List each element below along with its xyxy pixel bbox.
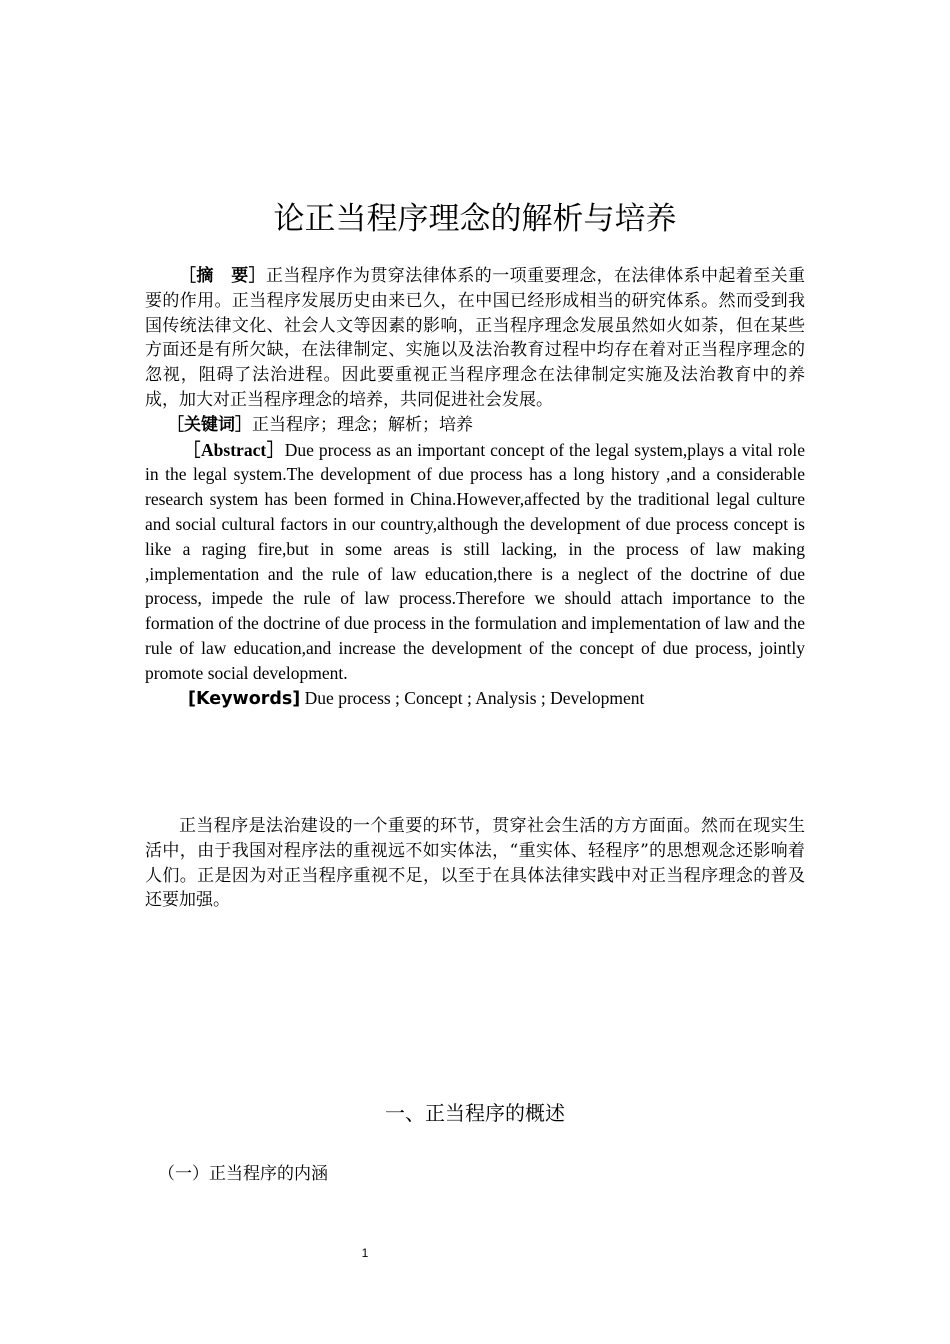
- abstract-cn-block: [145, 264, 805, 711]
- section-heading: 一、正当程序的概述: [385, 1101, 565, 1125]
- intro-paragraph: 正当程序是法治建设的一个重要的环节，贯穿社会生活的方方面面。然而在现实生活中，由于我国对程序法的重视远不如实体法，“重实体、轻程序”的思想观念还影响着人们。正是因为对正当程序重视不足，以至于在具体法律实践中对正当程序理念的普及还要加强。: [145, 816, 805, 911]
- abstract-cn-text: 正当程序作为贯穿法律体系的一项重要理念，在法律体系中起着至关重要的作用。正当程序发展历史由来已久，在中国已经形成相当的研究体系。然而受到我国传统法律文化、社会人文等因素的影响，正当程序理念发展虽然如火如荼，但在某些方面还是有所欠缺，在法律制定、实施以及法治教育过程中均存在着对正当程序理念的忽视，阻碍了法治进程。因此要重视正当程序理念在法律制定实施及法治教育中的养成，加大对正当程序理念的培养，共同促进社会发展。: [145, 266, 805, 410]
- subsection-heading: （一）正当程序的内涵: [158, 1164, 328, 1184]
- keywords-en-label: [Keywords]: [188, 688, 301, 709]
- page-number: 1: [361, 1246, 369, 1260]
- abstract-cn-label: ［摘 要］: [179, 266, 266, 286]
- abstract-en-paragraph: [145, 438, 805, 686]
- keywords-en-text: Due process ; Concept ; Analysis ; Development: [300, 687, 645, 708]
- keywords-cn-label: ［关键词］: [167, 414, 252, 435]
- abstract-en-text: Due process as an important concept of the legal system,plays a vital role in the legal system.The development of due process has a long history ,and a considerable research system has been formed in China.However,affected by the traditional legal culture and social cultural factors in our country,although the development of due process concept is like a raging fire,but in some areas is still lacking, in the process of law making ,implementation and the rule of law education,there is a neglect of the doctrine of due process, impede the rule of law process.Therefore we should attach importance to the formation of the doctrine of due process in the formulation and implementation of law and the rule of law education,and increase the development of the concept of due process, jointly promote social development.: [145, 439, 805, 683]
- keywords-en-paragraph: [145, 686, 805, 712]
- abstract-cn-paragraph: [145, 264, 805, 413]
- document-title: 论正当程序理念的解析与培养: [273, 201, 677, 237]
- abstract-en-label: ［Abstract］: [183, 439, 285, 460]
- intro-block: [145, 814, 805, 913]
- keywords-cn-paragraph: [145, 413, 805, 438]
- keywords-cn-text: 正当程序；理念；解析；培养: [252, 414, 473, 435]
